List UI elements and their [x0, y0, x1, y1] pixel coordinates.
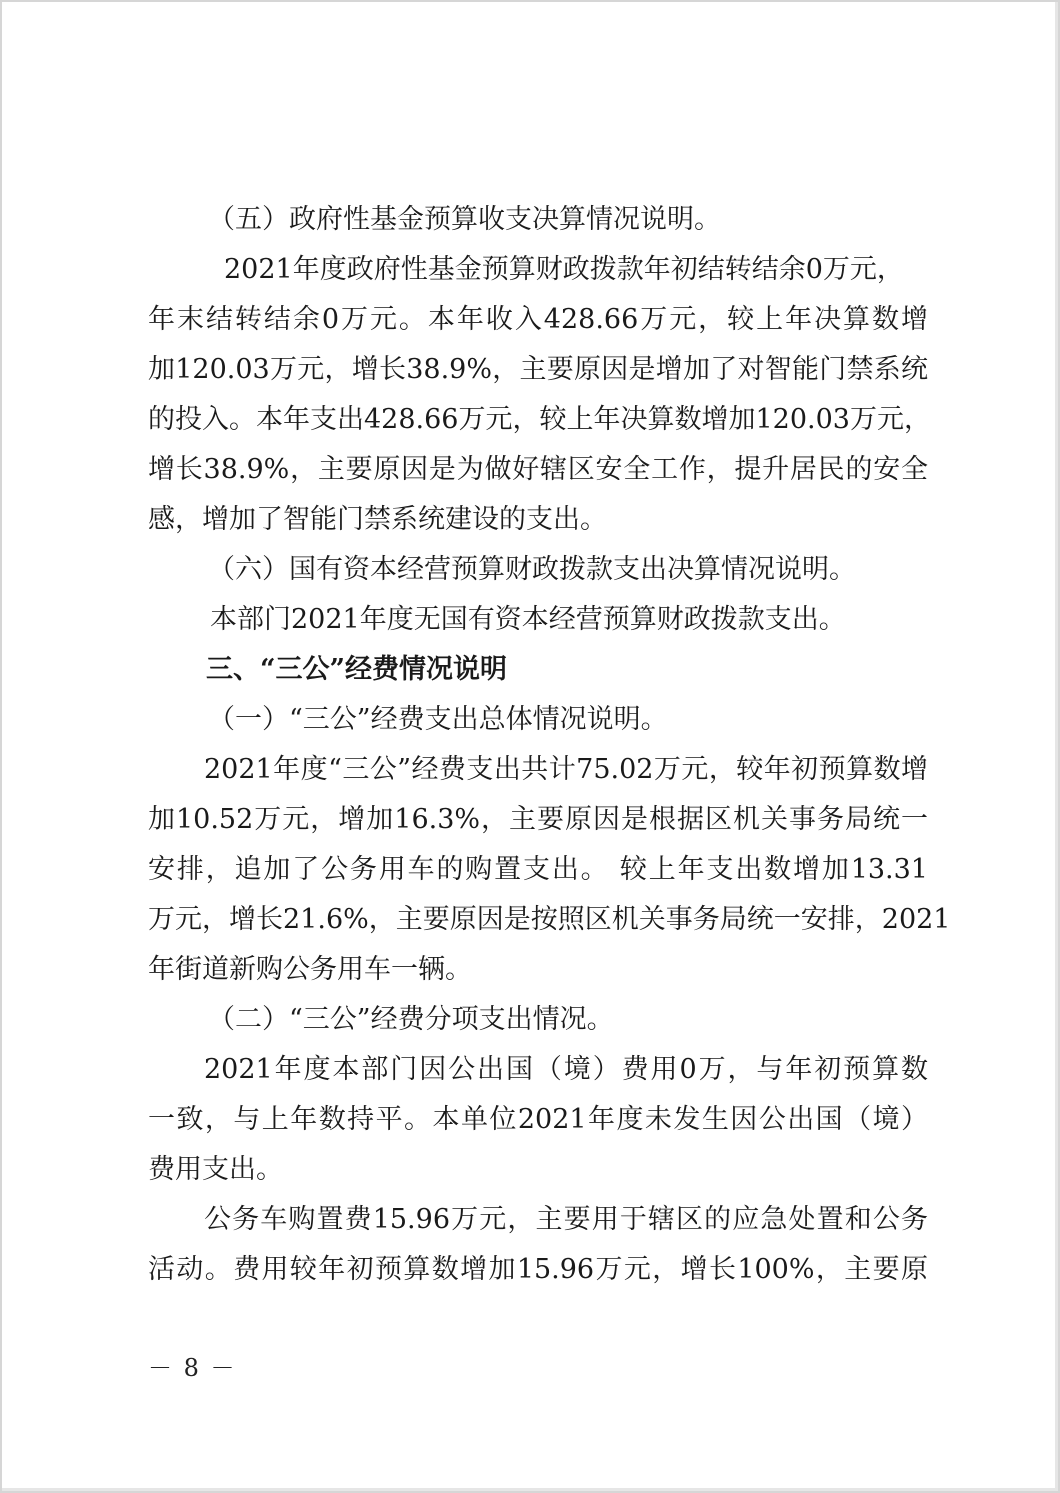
paragraph-line: 2021年度政府性基金预算财政拨款年初结转结余0万元，	[224, 254, 904, 285]
heading-state-capital: （六）国有资本经营预算财政拨款支出决算情况说明。	[208, 554, 856, 585]
paragraph-line: 费用支出。	[148, 1154, 283, 1185]
page-number: － 8 －	[148, 1354, 237, 1382]
paragraph-line: 活动。费用较年初预算数增加15.96万元，增长100%，主要原	[148, 1254, 928, 1285]
paragraph-line: 万元，增长21.6%，主要原因是按照区机关事务局统一安排，2021	[148, 904, 951, 935]
paragraph-line: 年末结转结余0万元。本年收入428.66万元，较上年决算数增	[148, 304, 928, 335]
paragraph-line: 一致，与上年数持平。本单位2021年度未发生因公出国（境）	[148, 1104, 928, 1135]
paragraph-line: 2021年度“三公”经费支出共计75.02万元，较年初预算数增	[204, 754, 928, 785]
paragraph-line: 年街道新购公务用车一辆。	[148, 954, 472, 985]
paragraph-line: 加120.03万元，增长38.9%，主要原因是增加了对智能门禁系统	[148, 354, 928, 385]
heading-overall: （一）“三公”经费支出总体情况说明。	[208, 704, 668, 735]
paragraph-line: 增长38.9%，主要原因是为做好辖区安全工作，提升居民的安全	[148, 454, 928, 485]
paragraph-line: 安排，追加了公务用车的购置支出。 较上年支出数增加13.31	[148, 854, 928, 885]
paragraph-line: 2021年度本部门因公出国（境）费用0万，与年初预算数	[204, 1054, 928, 1085]
heading-government-fund: （五）政府性基金预算收支决算情况说明。	[208, 204, 721, 235]
paragraph-line: 公务车购置费15.96万元，主要用于辖区的应急处置和公务	[204, 1204, 928, 1235]
heading-itemized: （二）“三公”经费分项支出情况。	[208, 1004, 614, 1035]
paragraph-line: 的投入。本年支出428.66万元，较上年决算数增加120.03万元，	[148, 404, 931, 435]
paragraph-line: 加10.52万元，增加16.3%，主要原因是根据区机关事务局统一	[148, 804, 928, 835]
paragraph-line: 感，增加了智能门禁系统建设的支出。	[148, 504, 607, 535]
section-heading-three-public: 三、“三公”经费情况说明	[206, 654, 508, 685]
paragraph-line: 本部门2021年度无国有资本经营预算财政拨款支出。	[210, 604, 846, 635]
